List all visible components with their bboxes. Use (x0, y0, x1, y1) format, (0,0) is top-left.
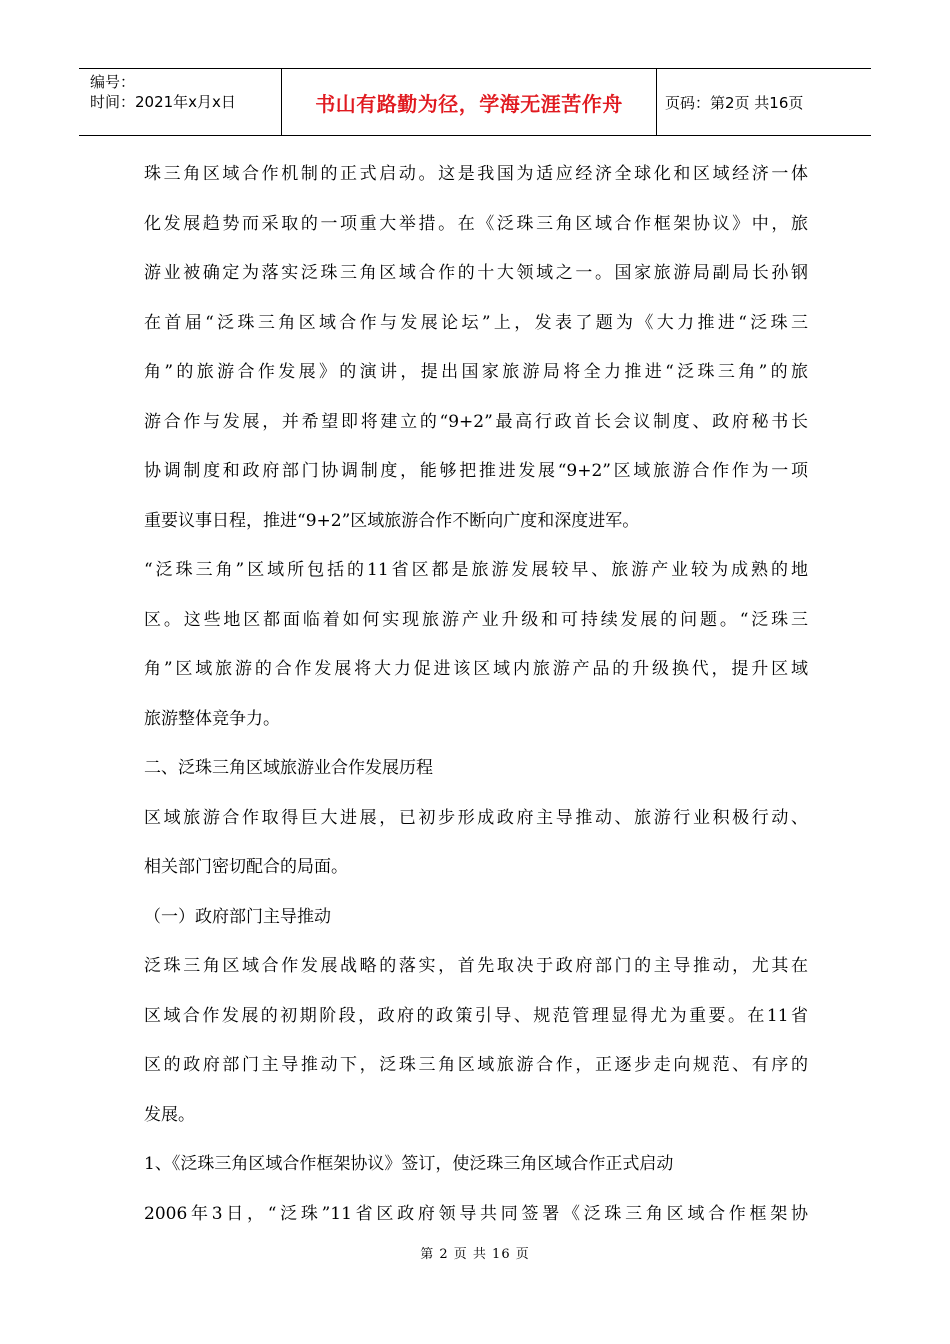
header-motto: 书山有路勤为径，学海无涯苦作舟 (282, 69, 657, 135)
body-text-line: 旅游整体竞争力。 (144, 708, 280, 729)
body-text-line: 二、泛珠三角区域旅游业合作发展历程 (144, 758, 433, 778)
document-body (144, 150, 808, 1239)
body-text-line: 区。这些地区都面临着如何实现旅游产业升级和可持续发展的问题。“泛珠三 (144, 609, 808, 630)
body-text-line: 重要议事日程，推进“9+2”区域旅游合作不断向广度和深度进军。 (144, 510, 640, 531)
body-text-line: （一）政府部门主导推动 (144, 906, 331, 927)
body-text-line: 区的政府部门主导推动下，泛珠三角区域旅游合作，正逐步走向规范、有序的 (144, 1055, 808, 1075)
body-text-line: 角”区域旅游的合作发展将大力促进该区域内旅游产品的升级换代，提升区域 (144, 659, 808, 679)
body-text-line: 游合作与发展，并希望即将建立的“9+2”最高行政首长会议制度、政府秘书长 (144, 411, 808, 432)
header-page-info: 页码：第2页 共16页 (665, 93, 804, 112)
body-text-line: 发展。 (144, 1104, 195, 1125)
body-text-line: “泛珠三角”区域所包括的11省区都是旅游发展较早、旅游产业较为成熟的地 (144, 560, 808, 580)
body-text-line: 区域旅游合作取得巨大进展，已初步形成政府主导推动、旅游行业积极行动、 (144, 807, 808, 828)
body-text-line: 化发展趋势而采取的一项重大举措。在《泛珠三角区域合作框架协议》中，旅 (144, 213, 808, 234)
page-footer: 第 2 页 共 16 页 (420, 1247, 530, 1262)
body-text-line: 游业被确定为落实泛珠三角区域合作的十大领域之一。国家旅游局副局长孙钢 (144, 263, 808, 283)
body-text-line: 协调制度和政府部门协调制度，能够把推进发展“9+2”区域旅游合作作为一项 (144, 461, 808, 481)
body-text-line: 区域合作发展的初期阶段，政府的政策引导、规范管理显得尤为重要。在11省 (144, 1005, 808, 1026)
header-meta-cell (79, 69, 282, 135)
body-text-line: 1、《泛珠三角区域合作框架协议》签订，使泛珠三角区域合作正式启动 (144, 1154, 674, 1174)
body-text-line: 相关部门密切配合的局面。 (144, 857, 348, 877)
body-text-line: 珠三角区域合作机制的正式启动。这是我国为适应经济全球化和区域经济一体 (144, 164, 808, 184)
page-header (79, 68, 871, 136)
body-text-line: 2006年3日，“泛珠”11省区政府领导共同签署《泛珠三角区域合作框架协 (144, 1203, 808, 1224)
body-text-line: 泛珠三角区域合作发展战略的落实，首先取决于政府部门的主导推动，尤其在 (144, 956, 808, 976)
number-label: 编号： (90, 73, 136, 91)
body-text-line: 角”的旅游合作发展》的演讲，提出国家旅游局将全力推进“泛珠三角”的旅 (144, 362, 808, 382)
date-label: 时间：2021年x月x日 (90, 93, 236, 111)
body-text-line: 在首届“泛珠三角区域合作与发展论坛”上，发表了题为《大力推进“泛珠三 (144, 312, 808, 333)
